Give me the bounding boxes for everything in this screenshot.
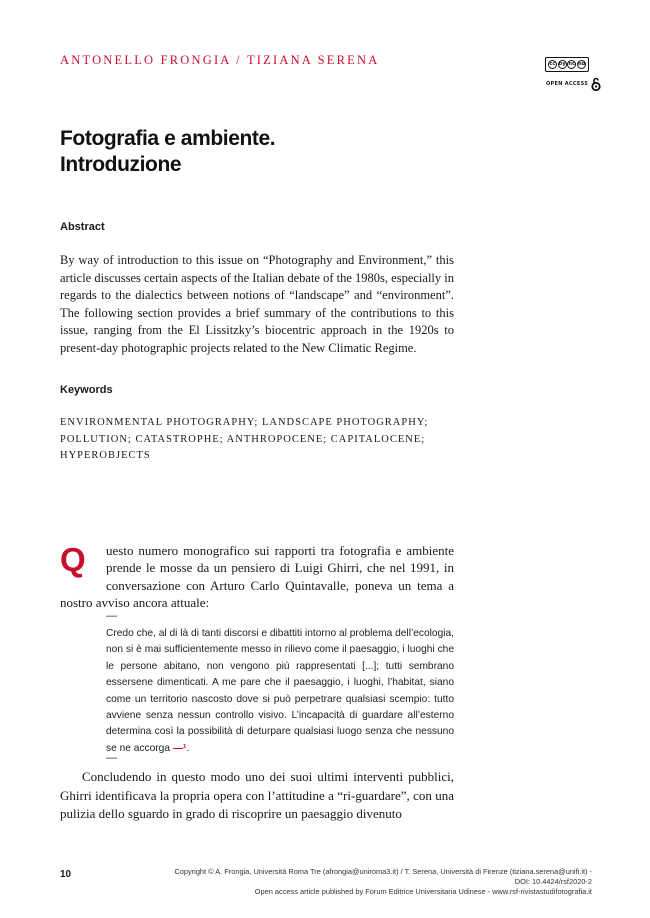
open-access-badge[interactable]: [546, 77, 601, 91]
keywords-text: ENVIRONMENTAL PHOTOGRAPHY; LANDSCAPE PHOTOGRAPHY; POLLUTION; CATASTROPHE; ANTHROPOCENE; CAPITALOCENE; HYPEROBJECTS: [60, 417, 429, 461]
running-header-authors: ANTONELLO FRONGIA / TIZIANA SERENA: [60, 53, 380, 67]
footer-line-1: Copyright © A. Frongia, Università Roma Tre (afrongia@uniroma3.it) / T. Serena, Università di Firenze (tiziana.serena@unifi.it) -: [174, 867, 592, 876]
quote-close-dash: —: [106, 752, 117, 764]
by-icon: by: [558, 61, 566, 67]
quote-end: .: [186, 742, 190, 754]
block-quote: [106, 626, 454, 757]
keywords-heading: Keywords: [60, 384, 113, 396]
open-lock-icon: [591, 77, 601, 91]
intro-paragraph-text: uesto numero monografico sui rapporti tra fotografia e ambiente prende le mosse da un pensiero di Luigi Ghirri, che nel 1991, in conversazione con Arturo Carlo Quintavalle, poneva un tema a nostro avviso ancora attuale:: [60, 543, 454, 611]
cc-icon: cc: [549, 61, 556, 67]
cc-license-badge[interactable]: [545, 57, 589, 72]
footer-line-3: Open access article published by Forum Editrice Universitaria Udinese - www.rsf-rivistastudifotografia.it: [254, 887, 592, 897]
nd-icon: nd: [577, 61, 586, 67]
block-quote-text: Credo che, al di là di tanti discorsi e dibattiti intorno al problema dell’ecologia, non si è mai sufficientemente messo in rilievo come il paesaggio, i luoghi che le persone abitano, non vengono più rappresentati [...]; tutti sembrano essersene dimenticati. A me pare che il paesaggio, i luoghi, l’habitat, siano come un territorio nascosto dove si può perpetrare qualsiasi scempio: tutto avviene senza nessun controllo visivo. L’incapacità di guardare all’esterno determina così la possibilità di deturpare qualsiasi luogo senza che nessuno se ne accorga: [106, 628, 454, 754]
page-number: 10: [60, 869, 72, 880]
title-line-2: Introduzione: [60, 153, 182, 176]
drop-cap: Q: [60, 541, 86, 578]
article-title: [60, 126, 275, 178]
nc-icon: nc: [568, 61, 576, 67]
footer-copyright: [122, 867, 592, 898]
open-access-label: OPEN ACCESS: [546, 81, 589, 87]
title-line-1: Fotografia e ambiente.: [60, 127, 276, 150]
footer-line-2: DOI: 10.4424/rsf2020-2: [514, 877, 592, 887]
abstract-text: By way of introduction to this issue on “Photography and Environment,” this article discusses certain aspects of the Italian debate of the 1980s, especially in regards to the dialectics between notions of “landscape” and “environment”. The following section provides a brief summary of the contributions to this issue, ranging from the El Lissitzky’s biocentric approach in the 1920s to present-day photographic projects related to the New Climatic Regime.: [60, 253, 454, 355]
body-paragraph-2: Concludendo in questo modo uno dei suoi ultimi interventi pubblici, Ghirri identificava la propria opera con l’attitudine a “ri-guardare”, con una pulizia dello sguardo in grado di riscoprire un paesaggio divenuto: [60, 769, 454, 822]
footnote-link[interactable]: —¹: [172, 742, 187, 754]
intro-paragraph: [60, 542, 454, 612]
abstract-heading: Abstract: [60, 221, 105, 233]
quote-open-dash: —: [106, 610, 117, 622]
